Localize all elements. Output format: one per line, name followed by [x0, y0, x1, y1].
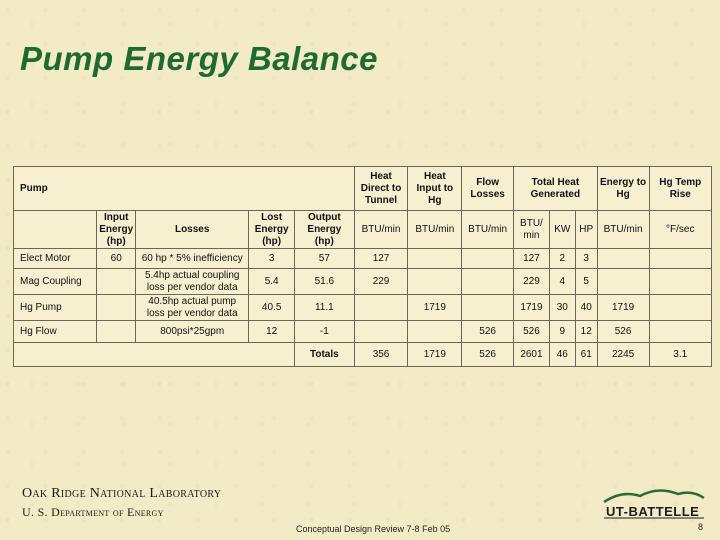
kw-value: 9 — [549, 321, 575, 343]
unit-cell: BTU/min — [354, 211, 408, 249]
energy-hg-value — [597, 269, 649, 295]
tunnel-value: 127 — [354, 249, 408, 269]
energy-hg-total: 2245 — [597, 343, 649, 367]
output-value: 57 — [295, 249, 355, 269]
unit-cell: HP — [575, 211, 597, 249]
kw-value: 30 — [549, 295, 575, 321]
lost-energy-header: Lost Energy (hp) — [249, 211, 295, 249]
heat-total: 2601 — [514, 343, 550, 367]
tunnel-total: 356 — [354, 343, 408, 367]
pump-name: Hg Flow — [14, 321, 97, 343]
tunnel-value: 229 — [354, 269, 408, 295]
table-subheader-row — [14, 211, 712, 249]
losses-value: 60 hp * 5% inefficiency — [136, 249, 249, 269]
unit-cell: BTU/ min — [514, 211, 550, 249]
flow-value: 526 — [462, 321, 514, 343]
input-value — [97, 269, 136, 295]
hg-value — [408, 269, 462, 295]
unit-cell: °F/sec — [649, 211, 712, 249]
output-value: 51.6 — [295, 269, 355, 295]
unit-cell: BTU/min — [597, 211, 649, 249]
total-value: 229 — [514, 269, 550, 295]
logo-text: UT-BATTELLE — [606, 504, 700, 519]
table-row — [14, 269, 712, 295]
lost-value: 5.4 — [249, 269, 295, 295]
footer-org-name — [22, 486, 221, 502]
pump-name: Mag Coupling — [14, 269, 97, 295]
heat-tunnel-header: Heat Direct to Tunnel — [354, 167, 408, 211]
kw-value: 2 — [549, 249, 575, 269]
org-name-text: Oak Ridge National Laboratory — [22, 486, 222, 501]
rise-value — [649, 249, 712, 269]
hg-value — [408, 249, 462, 269]
kw-value: 4 — [549, 269, 575, 295]
energy-hg-header: Energy to Hg — [597, 167, 649, 211]
tunnel-value — [354, 321, 408, 343]
hp-value: 40 — [575, 295, 597, 321]
lost-value: 3 — [249, 249, 295, 269]
pump-header: Pump — [14, 167, 355, 211]
unit-cell: BTU/min — [462, 211, 514, 249]
spacer-cell — [14, 211, 97, 249]
flow-value — [462, 295, 514, 321]
table-row — [14, 295, 712, 321]
temp-rise-header: Hg Temp Rise — [649, 167, 712, 211]
energy-hg-value — [597, 249, 649, 269]
energy-balance-table — [13, 166, 712, 367]
hp-value: 12 — [575, 321, 597, 343]
flow-value — [462, 269, 514, 295]
footer-department — [22, 505, 164, 520]
losses-header: Losses — [136, 211, 249, 249]
footer-review-text: Conceptual Design Review 7-8 Feb 05 — [296, 524, 451, 534]
pump-name: Elect Motor — [14, 249, 97, 269]
rise-value — [649, 269, 712, 295]
hp-value: 3 — [575, 249, 597, 269]
output-energy-header: Output Energy (hp) — [295, 211, 355, 249]
hg-value: 1719 — [408, 295, 462, 321]
dept-name-text: U. S. Department of Energy — [22, 505, 164, 519]
totals-label: Totals — [295, 343, 355, 367]
tunnel-value — [354, 295, 408, 321]
rise-value — [649, 321, 712, 343]
hp-value: 5 — [575, 269, 597, 295]
total-value: 526 — [514, 321, 550, 343]
table-header-row — [14, 167, 712, 211]
input-value — [97, 295, 136, 321]
energy-hg-value: 526 — [597, 321, 649, 343]
hp-total: 61 — [575, 343, 597, 367]
page-number: 8 — [698, 522, 704, 532]
rise-total: 3.1 — [649, 343, 712, 367]
losses-value: 5.4hp actual coupling loss per vendor data — [136, 269, 249, 295]
losses-value: 40.5hp actual pump loss per vendor data — [136, 295, 249, 321]
input-value: 60 — [97, 249, 136, 269]
input-value — [97, 321, 136, 343]
spacer-cell — [14, 343, 295, 367]
energy-hg-value: 1719 — [597, 295, 649, 321]
total-heat-header: Total Heat Generated — [514, 167, 598, 211]
losses-value: 800psi*25gpm — [136, 321, 249, 343]
output-value: 11.1 — [295, 295, 355, 321]
flow-total: 526 — [462, 343, 514, 367]
slide-title: Pump Energy Balance — [20, 40, 378, 77]
hg-value — [408, 321, 462, 343]
hg-total: 1719 — [408, 343, 462, 367]
table-row — [14, 249, 712, 269]
flow-value — [462, 249, 514, 269]
heat-hg-header: Heat Input to Hg — [408, 167, 462, 211]
output-value: -1 — [295, 321, 355, 343]
pump-name: Hg Pump — [14, 295, 97, 321]
table-row — [14, 321, 712, 343]
total-value: 1719 — [514, 295, 550, 321]
kw-total: 46 — [549, 343, 575, 367]
rise-value — [649, 295, 712, 321]
lost-value: 12 — [249, 321, 295, 343]
unit-cell: KW — [549, 211, 575, 249]
totals-row — [14, 343, 712, 367]
lost-value: 40.5 — [249, 295, 295, 321]
flow-losses-header: Flow Losses — [462, 167, 514, 211]
input-energy-header: Input Energy (hp) — [97, 211, 136, 249]
total-value: 127 — [514, 249, 550, 269]
unit-cell: BTU/min — [408, 211, 462, 249]
